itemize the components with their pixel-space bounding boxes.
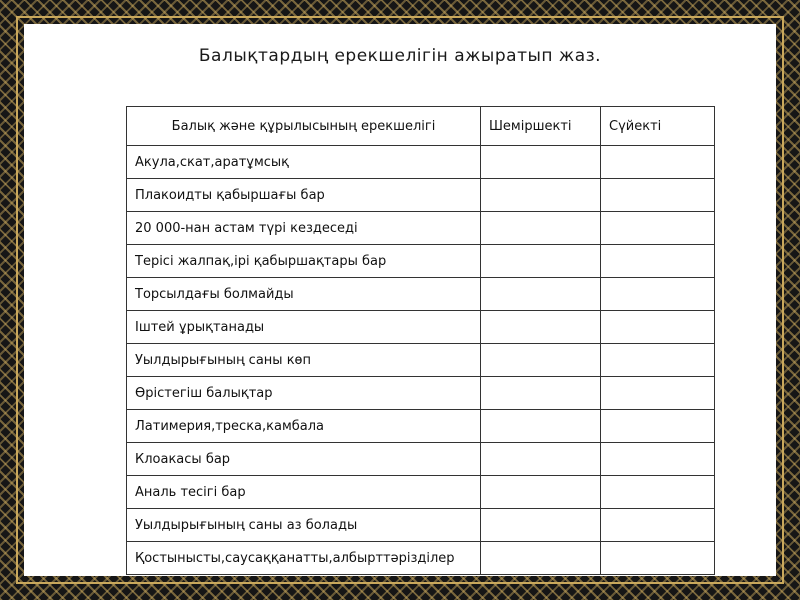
slide [24,24,776,576]
cartilaginous-cell[interactable] [481,179,601,212]
bony-cell[interactable] [601,377,715,410]
cartilaginous-cell[interactable] [481,476,601,509]
cartilaginous-cell[interactable] [481,542,601,575]
cartilaginous-cell[interactable] [481,146,601,179]
table-row [127,377,715,410]
table-row [127,146,715,179]
cartilaginous-cell[interactable] [481,245,601,278]
table-row [127,542,715,575]
table-row [127,179,715,212]
feature-table [126,106,715,575]
bony-cell[interactable] [601,410,715,443]
feature-cell: Латимерия,треска,камбала [127,410,481,443]
feature-cell: Клоакасы бар [127,443,481,476]
feature-cell: 20 000-нан астам түрі кездеседі [127,212,481,245]
table-row [127,212,715,245]
table-header-row [127,107,715,146]
table-row [127,410,715,443]
feature-cell: Торсылдағы болмайды [127,278,481,311]
bony-cell[interactable] [601,245,715,278]
table-row [127,476,715,509]
cartilaginous-cell[interactable] [481,344,601,377]
cartilaginous-cell[interactable] [481,377,601,410]
bony-cell[interactable] [601,344,715,377]
header-feature: Балық және құрылысының ерекшелігі [127,107,481,146]
feature-cell: Қостынысты,саусаққанатты,албырттәрізділер [127,542,481,575]
bony-cell[interactable] [601,278,715,311]
bony-cell[interactable] [601,311,715,344]
feature-cell: Терісі жалпақ,ірі қабыршақтары бар [127,245,481,278]
bony-cell[interactable] [601,476,715,509]
feature-cell: Аналь тесігі бар [127,476,481,509]
cartilaginous-cell[interactable] [481,311,601,344]
table-row [127,443,715,476]
feature-cell: Акула,скат,аратұмсық [127,146,481,179]
feature-cell: Іштей ұрықтанады [127,311,481,344]
bony-cell[interactable] [601,212,715,245]
bony-cell[interactable] [601,146,715,179]
feature-cell: Уылдырығының саны көп [127,344,481,377]
table-row [127,509,715,542]
header-bony: Сүйекті [601,107,715,146]
feature-cell: Уылдырығының саны аз болады [127,509,481,542]
bony-cell[interactable] [601,542,715,575]
cartilaginous-cell[interactable] [481,410,601,443]
cartilaginous-cell[interactable] [481,509,601,542]
cartilaginous-cell[interactable] [481,278,601,311]
bony-cell[interactable] [601,443,715,476]
cartilaginous-cell[interactable] [481,212,601,245]
table-row [127,278,715,311]
feature-cell: Өрістегіш балықтар [127,377,481,410]
bony-cell[interactable] [601,509,715,542]
table-row [127,245,715,278]
page-title: Балықтардың ерекшелігін ажыратып жаз. [198,46,602,66]
cartilaginous-cell[interactable] [481,443,601,476]
table-row [127,344,715,377]
table-row [127,311,715,344]
header-cartilaginous: Шеміршекті [481,107,601,146]
bony-cell[interactable] [601,179,715,212]
feature-cell: Плакоидты қабыршағы бар [127,179,481,212]
